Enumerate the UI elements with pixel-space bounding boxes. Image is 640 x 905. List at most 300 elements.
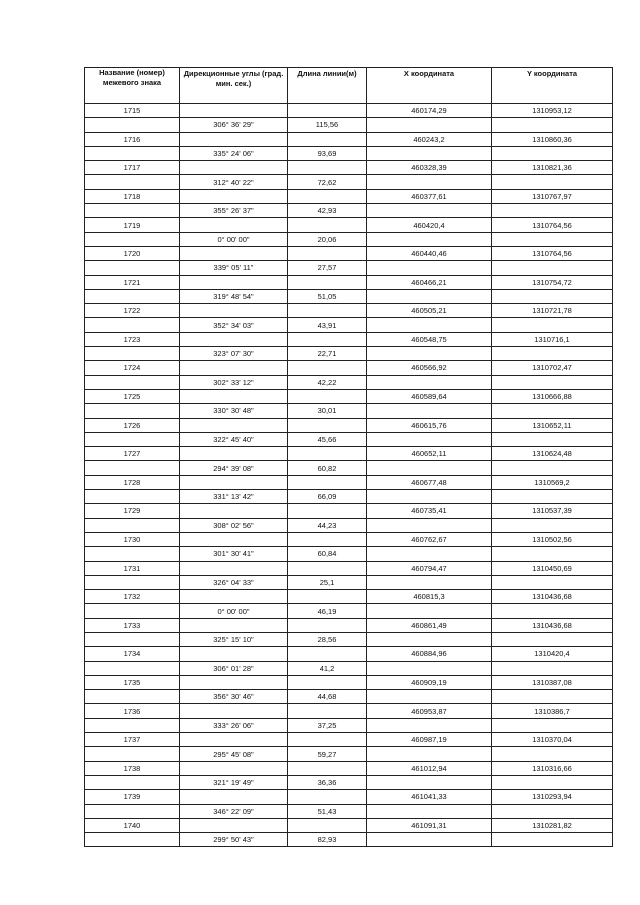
line-length-cell: 22,71 [288,347,367,361]
point-name-cell: 1726 [85,418,180,432]
x-coordinate-cell: 460589,64 [367,389,492,403]
point-name-cell: 1737 [85,733,180,747]
empty-angle-cell [180,733,288,747]
empty-angle-cell [180,161,288,175]
y-coordinate-cell: 1310860,36 [492,132,613,146]
line-length-cell: 44,68 [288,690,367,704]
y-coordinate-cell: 1310716,1 [492,332,613,346]
point-row [85,818,613,832]
direction-angle-cell: 301° 30' 41" [180,547,288,561]
point-row [85,132,613,146]
direction-angle-cell: 0° 00' 00" [180,232,288,246]
direction-angle-cell: 333° 26' 06" [180,718,288,732]
empty-angle-cell [180,132,288,146]
direction-angle-cell: 339° 05' 11" [180,261,288,275]
direction-angle-cell: 308° 02' 56" [180,518,288,532]
x-coordinate-cell: 460884,96 [367,647,492,661]
empty-name-cell [85,461,180,475]
empty-angle-cell [180,590,288,604]
x-coordinate-cell: 460328,39 [367,161,492,175]
empty-length-cell [288,218,367,232]
empty-length-cell [288,790,367,804]
empty-length-cell [288,475,367,489]
y-coordinate-cell: 1310316,66 [492,761,613,775]
point-name-cell: 1739 [85,790,180,804]
empty-y-cell [492,404,613,418]
point-row [85,761,613,775]
empty-x-cell [367,661,492,675]
direction-angle-cell: 319° 48' 54" [180,289,288,303]
point-row [85,418,613,432]
point-row [85,675,613,689]
empty-y-cell [492,575,613,589]
y-coordinate-cell: 1310821,36 [492,161,613,175]
x-coordinate-cell: 460677,48 [367,475,492,489]
direction-angle-cell: 330° 30' 48" [180,404,288,418]
point-name-cell: 1727 [85,447,180,461]
empty-y-cell [492,375,613,389]
empty-y-cell [492,175,613,189]
point-name-cell: 1722 [85,304,180,318]
point-row [85,275,613,289]
segment-row [85,289,613,303]
empty-length-cell [288,818,367,832]
empty-angle-cell [180,504,288,518]
point-row [85,561,613,575]
empty-angle-cell [180,389,288,403]
coordinates-table-wrapper [84,67,612,847]
empty-angle-cell [180,189,288,203]
empty-x-cell [367,175,492,189]
segment-row [85,432,613,446]
y-coordinate-cell: 1310436,68 [492,618,613,632]
empty-name-cell [85,432,180,446]
segment-row [85,232,613,246]
x-coordinate-cell: 461041,33 [367,790,492,804]
empty-angle-cell [180,246,288,260]
empty-name-cell [85,833,180,847]
point-name-cell: 1720 [85,246,180,260]
empty-y-cell [492,747,613,761]
direction-angle-cell: 335° 24' 06" [180,146,288,160]
segment-row [85,718,613,732]
empty-x-cell [367,632,492,646]
header-direction-angle: Дирекционные углы (град. мин. сек.) [180,68,288,104]
empty-y-cell [492,146,613,160]
empty-y-cell [492,547,613,561]
empty-name-cell [85,204,180,218]
empty-angle-cell [180,761,288,775]
empty-x-cell [367,404,492,418]
x-coordinate-cell: 460566,92 [367,361,492,375]
empty-angle-cell [180,218,288,232]
y-coordinate-cell: 1310281,82 [492,818,613,832]
x-coordinate-cell: 461012,94 [367,761,492,775]
empty-angle-cell [180,332,288,346]
segment-row [85,375,613,389]
direction-angle-cell: 323° 07' 30" [180,347,288,361]
empty-x-cell [367,375,492,389]
empty-angle-cell [180,418,288,432]
header-point-name: Название (номер) межевого знака [85,68,180,104]
point-name-cell: 1730 [85,532,180,546]
empty-y-cell [492,518,613,532]
direction-angle-cell: 294° 39' 08" [180,461,288,475]
point-row [85,504,613,518]
y-coordinate-cell: 1310666,88 [492,389,613,403]
x-coordinate-cell: 461091,31 [367,818,492,832]
direction-angle-cell: 322° 45' 40" [180,432,288,446]
empty-x-cell [367,518,492,532]
x-coordinate-cell: 460762,67 [367,532,492,546]
empty-x-cell [367,804,492,818]
line-length-cell: 44,23 [288,518,367,532]
empty-y-cell [492,118,613,132]
x-coordinate-cell: 460243,2 [367,132,492,146]
segment-row [85,404,613,418]
empty-x-cell [367,232,492,246]
empty-y-cell [492,461,613,475]
point-name-cell: 1728 [85,475,180,489]
empty-x-cell [367,204,492,218]
direction-angle-cell: 356° 30' 46" [180,690,288,704]
empty-name-cell [85,547,180,561]
empty-name-cell [85,289,180,303]
empty-length-cell [288,361,367,375]
direction-angle-cell: 325° 15' 10" [180,632,288,646]
y-coordinate-cell: 1310754,72 [492,275,613,289]
empty-name-cell [85,661,180,675]
point-name-cell: 1740 [85,818,180,832]
empty-y-cell [492,661,613,675]
empty-length-cell [288,504,367,518]
empty-y-cell [492,632,613,646]
empty-name-cell [85,146,180,160]
empty-length-cell [288,161,367,175]
line-length-cell: 42,22 [288,375,367,389]
line-length-cell: 30,01 [288,404,367,418]
x-coordinate-cell: 460440,46 [367,246,492,260]
line-length-cell: 42,93 [288,204,367,218]
direction-angle-cell: 0° 00' 00" [180,604,288,618]
point-row [85,304,613,318]
empty-y-cell [492,490,613,504]
line-length-cell: 27,57 [288,261,367,275]
y-coordinate-cell: 1310764,56 [492,246,613,260]
segment-row [85,833,613,847]
x-coordinate-cell: 460909,19 [367,675,492,689]
point-name-cell: 1716 [85,132,180,146]
empty-y-cell [492,347,613,361]
point-name-cell: 1731 [85,561,180,575]
y-coordinate-cell: 1310436,68 [492,590,613,604]
segment-row [85,632,613,646]
y-coordinate-cell: 1310293,94 [492,790,613,804]
empty-x-cell [367,289,492,303]
table-body [85,104,613,847]
direction-angle-cell: 326° 04' 33" [180,575,288,589]
y-coordinate-cell: 1310953,12 [492,104,613,118]
empty-length-cell [288,675,367,689]
direction-angle-cell: 306° 01' 28" [180,661,288,675]
empty-angle-cell [180,647,288,661]
segment-row [85,775,613,789]
point-name-cell: 1734 [85,647,180,661]
empty-name-cell [85,775,180,789]
y-coordinate-cell: 1310537,39 [492,504,613,518]
line-length-cell: 51,05 [288,289,367,303]
header-x-coordinate: X координата [367,68,492,104]
segment-row [85,461,613,475]
y-coordinate-cell: 1310764,56 [492,218,613,232]
empty-length-cell [288,418,367,432]
segment-row [85,690,613,704]
empty-angle-cell [180,618,288,632]
x-coordinate-cell: 460861,49 [367,618,492,632]
empty-name-cell [85,747,180,761]
line-length-cell: 43,91 [288,318,367,332]
line-length-cell: 82,93 [288,833,367,847]
empty-angle-cell [180,675,288,689]
empty-name-cell [85,261,180,275]
empty-x-cell [367,261,492,275]
direction-angle-cell: 299° 50' 43" [180,833,288,847]
empty-x-cell [367,547,492,561]
empty-y-cell [492,775,613,789]
x-coordinate-cell: 460987,19 [367,733,492,747]
point-row [85,104,613,118]
point-name-cell: 1735 [85,675,180,689]
empty-y-cell [492,204,613,218]
direction-angle-cell: 321° 19' 49" [180,775,288,789]
point-row [85,332,613,346]
x-coordinate-cell: 460377,61 [367,189,492,203]
empty-x-cell [367,718,492,732]
empty-name-cell [85,718,180,732]
x-coordinate-cell: 460466,21 [367,275,492,289]
empty-length-cell [288,189,367,203]
segment-row [85,261,613,275]
empty-length-cell [288,389,367,403]
point-row [85,790,613,804]
line-length-cell: 20,06 [288,232,367,246]
empty-x-cell [367,347,492,361]
empty-length-cell [288,761,367,775]
y-coordinate-cell: 1310569,2 [492,475,613,489]
y-coordinate-cell: 1310502,56 [492,532,613,546]
empty-angle-cell [180,790,288,804]
boundary-coordinates-table [84,67,613,847]
empty-y-cell [492,432,613,446]
empty-name-cell [85,375,180,389]
point-row [85,246,613,260]
point-row [85,733,613,747]
point-row [85,161,613,175]
empty-y-cell [492,718,613,732]
empty-length-cell [288,704,367,718]
empty-angle-cell [180,304,288,318]
empty-x-cell [367,604,492,618]
empty-y-cell [492,261,613,275]
line-length-cell: 60,84 [288,547,367,561]
line-length-cell: 72,62 [288,175,367,189]
empty-name-cell [85,404,180,418]
point-row [85,389,613,403]
empty-name-cell [85,690,180,704]
direction-angle-cell: 312° 40' 22" [180,175,288,189]
line-length-cell: 60,82 [288,461,367,475]
empty-length-cell [288,618,367,632]
segment-row [85,661,613,675]
point-name-cell: 1732 [85,590,180,604]
point-name-cell: 1718 [85,189,180,203]
empty-name-cell [85,232,180,246]
point-row [85,704,613,718]
point-name-cell: 1724 [85,361,180,375]
y-coordinate-cell: 1310767,97 [492,189,613,203]
empty-x-cell [367,833,492,847]
y-coordinate-cell: 1310450,69 [492,561,613,575]
point-name-cell: 1736 [85,704,180,718]
x-coordinate-cell: 460815,3 [367,590,492,604]
header-line-length: Длина линии(м) [288,68,367,104]
empty-x-cell [367,118,492,132]
empty-length-cell [288,304,367,318]
point-name-cell: 1723 [85,332,180,346]
empty-y-cell [492,604,613,618]
x-coordinate-cell: 460174,29 [367,104,492,118]
empty-name-cell [85,347,180,361]
empty-y-cell [492,690,613,704]
segment-row [85,347,613,361]
empty-y-cell [492,804,613,818]
direction-angle-cell: 355° 26' 37" [180,204,288,218]
empty-name-cell [85,575,180,589]
y-coordinate-cell: 1310370,04 [492,733,613,747]
empty-x-cell [367,490,492,504]
x-coordinate-cell: 460735,41 [367,504,492,518]
empty-length-cell [288,447,367,461]
point-name-cell: 1715 [85,104,180,118]
empty-name-cell [85,604,180,618]
empty-angle-cell [180,361,288,375]
empty-x-cell [367,575,492,589]
empty-x-cell [367,775,492,789]
line-length-cell: 28,56 [288,632,367,646]
empty-length-cell [288,647,367,661]
point-row [85,618,613,632]
empty-angle-cell [180,475,288,489]
empty-name-cell [85,175,180,189]
empty-length-cell [288,733,367,747]
x-coordinate-cell: 460652,11 [367,447,492,461]
point-row [85,447,613,461]
point-name-cell: 1738 [85,761,180,775]
empty-length-cell [288,590,367,604]
point-row [85,218,613,232]
line-length-cell: 41,2 [288,661,367,675]
empty-angle-cell [180,104,288,118]
empty-x-cell [367,146,492,160]
empty-length-cell [288,275,367,289]
line-length-cell: 51,43 [288,804,367,818]
direction-angle-cell: 295° 45' 08" [180,747,288,761]
empty-angle-cell [180,532,288,546]
y-coordinate-cell: 1310420,4 [492,647,613,661]
line-length-cell: 59,27 [288,747,367,761]
empty-name-cell [85,804,180,818]
empty-x-cell [367,461,492,475]
empty-y-cell [492,289,613,303]
empty-length-cell [288,332,367,346]
empty-x-cell [367,432,492,446]
segment-row [85,146,613,160]
x-coordinate-cell: 460420,4 [367,218,492,232]
header-y-coordinate: Y координата [492,68,613,104]
point-row [85,590,613,604]
segment-row [85,318,613,332]
empty-name-cell [85,490,180,504]
line-length-cell: 45,66 [288,432,367,446]
header-row [85,68,613,104]
segment-row [85,804,613,818]
x-coordinate-cell: 460615,76 [367,418,492,432]
y-coordinate-cell: 1310702,47 [492,361,613,375]
empty-length-cell [288,561,367,575]
y-coordinate-cell: 1310624,48 [492,447,613,461]
empty-x-cell [367,318,492,332]
point-row [85,532,613,546]
empty-name-cell [85,632,180,646]
empty-angle-cell [180,704,288,718]
line-length-cell: 46,19 [288,604,367,618]
point-name-cell: 1725 [85,389,180,403]
point-name-cell: 1733 [85,618,180,632]
direction-angle-cell: 302° 33' 12" [180,375,288,389]
empty-length-cell [288,104,367,118]
direction-angle-cell: 352° 34' 03" [180,318,288,332]
line-length-cell: 93,69 [288,146,367,160]
segment-row [85,490,613,504]
direction-angle-cell: 346° 22' 09" [180,804,288,818]
line-length-cell: 25,1 [288,575,367,589]
empty-name-cell [85,318,180,332]
y-coordinate-cell: 1310721,78 [492,304,613,318]
point-name-cell: 1717 [85,161,180,175]
segment-row [85,518,613,532]
segment-row [85,175,613,189]
line-length-cell: 37,25 [288,718,367,732]
point-row [85,475,613,489]
empty-y-cell [492,833,613,847]
point-row [85,189,613,203]
segment-row [85,604,613,618]
point-row [85,647,613,661]
x-coordinate-cell: 460953,87 [367,704,492,718]
empty-y-cell [492,232,613,246]
point-name-cell: 1729 [85,504,180,518]
line-length-cell: 115,56 [288,118,367,132]
x-coordinate-cell: 460548,75 [367,332,492,346]
line-length-cell: 36,36 [288,775,367,789]
empty-x-cell [367,747,492,761]
y-coordinate-cell: 1310652,11 [492,418,613,432]
x-coordinate-cell: 460794,47 [367,561,492,575]
y-coordinate-cell: 1310386,7 [492,704,613,718]
empty-name-cell [85,518,180,532]
segment-row [85,547,613,561]
empty-angle-cell [180,561,288,575]
